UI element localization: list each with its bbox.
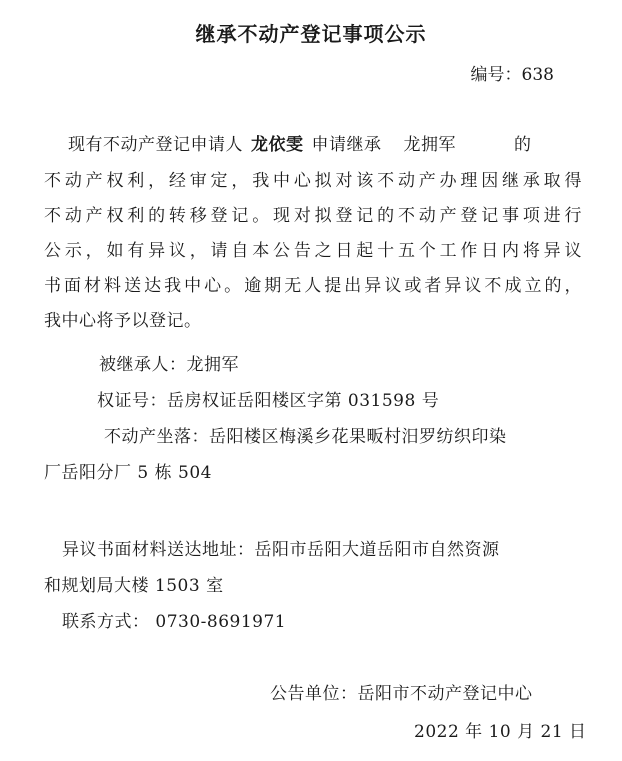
body-line: 我中心将予以登记。	[44, 311, 202, 331]
document-title: 继承不动产登记事项公示	[195, 22, 427, 46]
date-line: 2022 年 10 月 21 日	[414, 722, 587, 742]
applicant-name: 龙依雯	[251, 135, 304, 155]
body-line: 不动产权利的转移登记。现对拟登记的不动产登记事项进行	[44, 206, 582, 226]
issuer-line: 公告单位：岳阳市不动产登记中心	[270, 684, 533, 704]
intro-line	[68, 130, 532, 155]
body-line: 书面材料送达我中心。逾期无人提出异议或者异议不成立的，	[44, 276, 582, 296]
location-line: 不动产坐落：岳阳楼区梅溪乡花果畈村汨罗纺织印染	[104, 427, 507, 447]
serial-number: 编号：638	[470, 65, 554, 85]
intro-middle: 申请继承	[311, 135, 382, 155]
location-line-continued: 厂岳阳分厂 5 栋 504	[44, 463, 212, 483]
certificate-line: 权证号：岳房权证岳阳楼区字第 031598 号	[97, 391, 440, 411]
deceased-name: 龙拥军	[403, 135, 456, 155]
objection-address-line: 异议书面材料送达地址：岳阳市岳阳大道岳阳市自然资源	[62, 540, 500, 560]
intro-suffix: 的	[514, 135, 532, 155]
decedent-line: 被继承人：龙拥军	[99, 355, 239, 375]
body-line: 公示，如有异议，请自本公告之日起十五个工作日内将异议	[44, 241, 582, 261]
intro-prefix: 现有不动产登记申请人	[68, 135, 243, 155]
contact-line: 联系方式： 0730-8691971	[62, 612, 287, 632]
body-line: 不动产权利，经审定，我中心拟对该不动产办理因继承取得	[44, 171, 582, 191]
objection-address-line-continued: 和规划局大楼 1503 室	[44, 576, 224, 596]
